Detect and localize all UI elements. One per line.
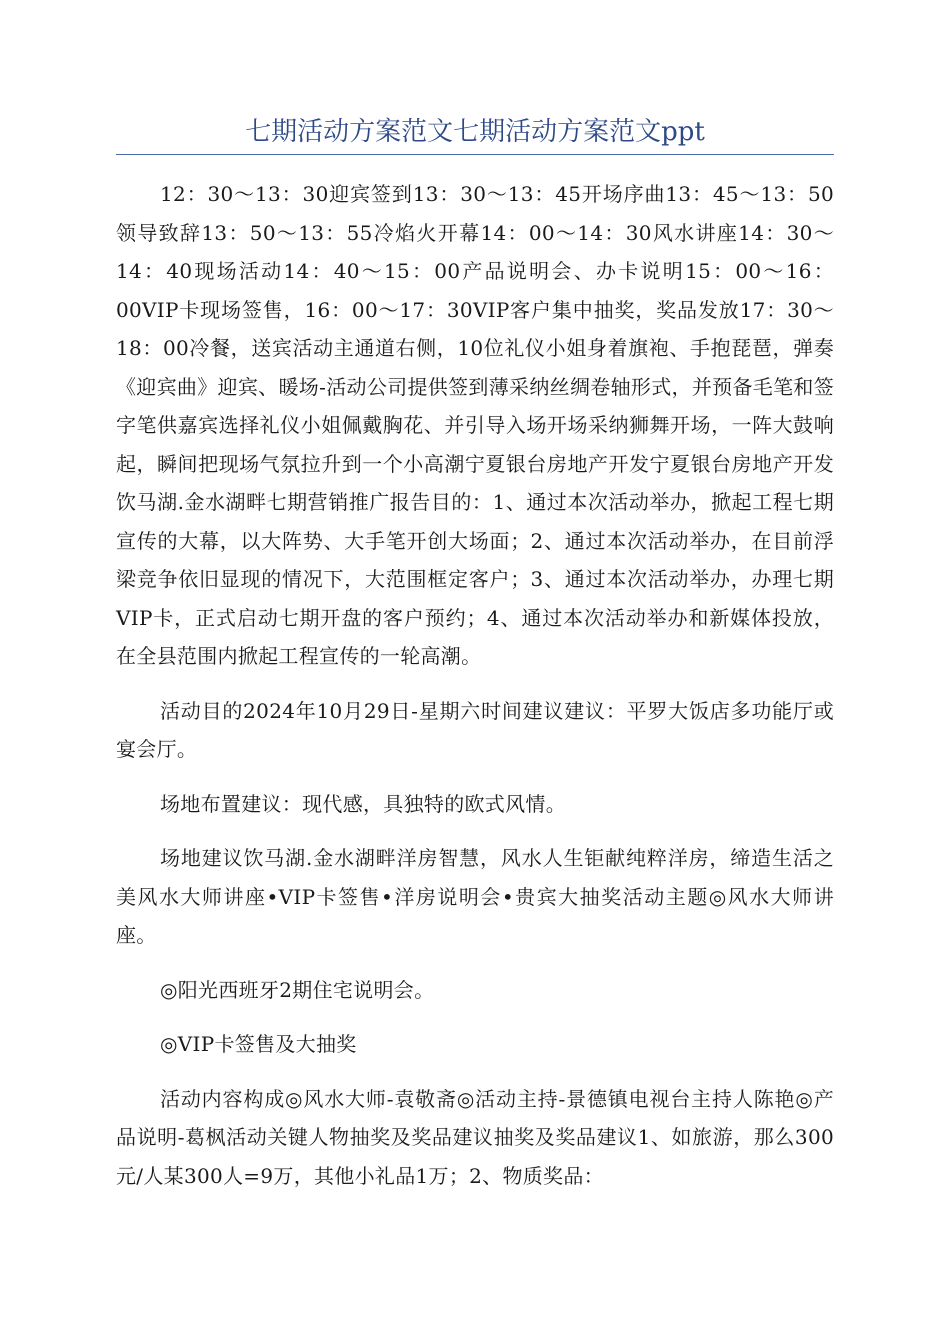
- document-body: [116, 175, 834, 1195]
- body-paragraph-theme: 场地建议饮马湖.金水湖畔洋房智慧，风水人生钜献纯粹洋房，缔造生活之美风水大师讲座•VIP卡签售•洋房说明会•贵宾大抽奖活动主题◎风水大师讲座。: [116, 846, 834, 947]
- document-title: 七期活动方案范文七期活动方案范文ppt: [245, 117, 705, 147]
- title-underline: [116, 154, 834, 155]
- body-paragraph-layout: 场地布置建议：现代感，具独特的欧式风情。: [160, 791, 566, 816]
- body-paragraph-schedule: 12：30～13：30迎宾签到13：30～13：45开场序曲13：45～13：50领导致辞13：50～13：55冷焰火开幕14：00～14：30风水讲座14：30～14：40现场活动14：40～15：00产品说明会、办卡说明15：00～16：00VIP卡现场签售，16：00～17：30VIP客户集中抽奖，奖品发放17：30～18：00冷餐，送宾活动主通道右侧，10位礼仪小姐身着旗袍、手抱琵琶，弹奏《迎宾曲》迎宾、暖场-活动公司提供签到薄采纳丝绸卷轴形式，并预备毛笔和签字笔供嘉宾选择礼仪小姐佩戴胸花、并引导入场开场采纳狮舞开场，一阵大鼓响起，瞬间把现场气氛拉升到一个小高潮宁夏银台房地产开发宁夏银台房地产开发饮马湖.金水湖畔七期营销推广报告目的：1、通过本次活动举办，掀起工程七期宣传的大幕，以大阵势、大手笔开创大场面；2、通过本次活动举办，在目前浮梁竞争依旧显现的情况下，大范围框定客户；3、通过本次活动举办，办理七期VIP卡，正式启动七期开盘的客户预约；4、通过本次活动举办和新媒体投放，在全县范围内掀起工程宣传的一轮高潮。: [116, 182, 834, 668]
- body-paragraph-content: 活动内容构成◎风水大师-袁敬斋◎活动主持-景德镇电视台主持人陈艳◎产品说明-葛枫活动关键人物抽奖及奖品建议抽奖及奖品建议1、如旅游，那么300元/人某300人=9万，其他小礼品1万；2、物质奖品：: [116, 1086, 834, 1188]
- body-paragraph-vip: ◎VIP卡签售及大抽奖: [160, 1032, 357, 1056]
- body-paragraph-venue: 活动目的2024年10月29日-星期六时间建议建议：平罗大饭店多功能厅或宴会厅。: [116, 698, 834, 761]
- body-paragraph-briefing: ◎阳光西班牙2期住宅说明会。: [160, 977, 435, 1002]
